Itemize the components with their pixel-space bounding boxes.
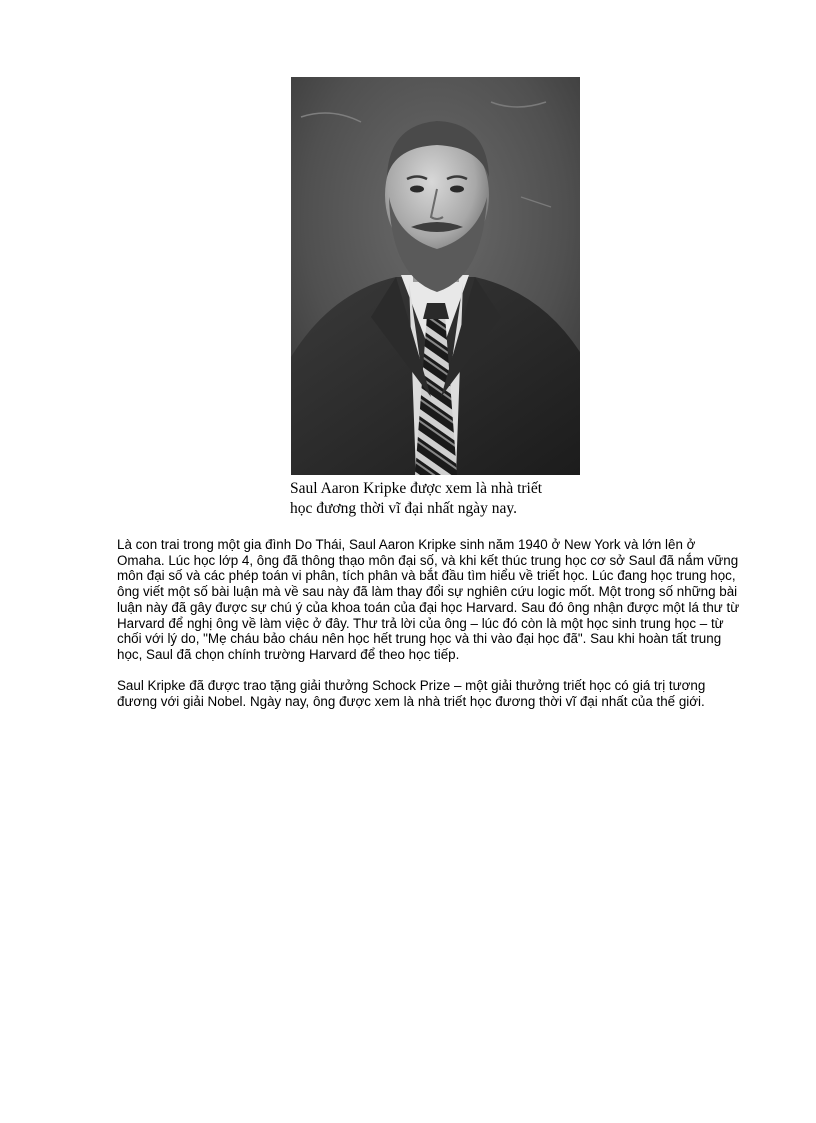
paragraph-line: chối với lý do, "Mẹ cháu bảo cháu nên học hết trung học và thi vào đại học đã". Sau khi hoàn tất trung [117,631,722,647]
portrait-photo [291,77,580,475]
paragraph-line: môn đại số và các phép toán vi phân, tích phân và bắt đầu tìm hiểu về triết học. Lúc đang học trung học, [117,568,736,584]
paragraph-line: học, Saul đã chọn chính trường Harvard để theo học tiếp. [117,646,460,662]
paragraph-line: luận này đã gây được sự chú ý của khoa toán của đại học Harvard. Sau đó ông nhận được một lá thư từ [117,599,740,615]
biography-paragraph [117,537,740,663]
paragraph-line: Omaha. Lúc học lớp 4, ông đã thông thạo môn đại số, và khi kết thúc trung học cơ sở Saul đã nắm vững [117,552,739,568]
caption-line: học đương thời vĩ đại nhất ngày nay. [290,500,517,517]
portrait-image [291,77,580,475]
photo-caption [290,479,580,519]
paragraph-line: ông viết một số bài luận mà về sau này đã làm thay đổi sự nghiên cứu logic mốt. Một trong số những bài [117,584,738,600]
caption-line: Saul Aaron Kripke được xem là nhà triết [290,480,543,497]
paragraph-line: Saul Kripke đã được trao tặng giải thưởng Schock Prize – một giải thưởng triết học có giá trị tương [117,678,706,693]
paragraph-line: Là con trai trong một gia đình Do Thái, Saul Aaron Kripke sinh năm 1940 ở New York và lớn lên ở [117,537,696,552]
paragraph-line: đương với giải Nobel. Ngày nay, ông được xem là nhà triết học đương thời vĩ đại nhất của thế giới. [117,693,705,709]
award-paragraph [117,678,737,709]
paragraph-line: Harvard để nghị ông về làm việc ở đây. Thư trả lời của ông – lúc đó còn là một học sinh trung học – từ [117,615,724,631]
